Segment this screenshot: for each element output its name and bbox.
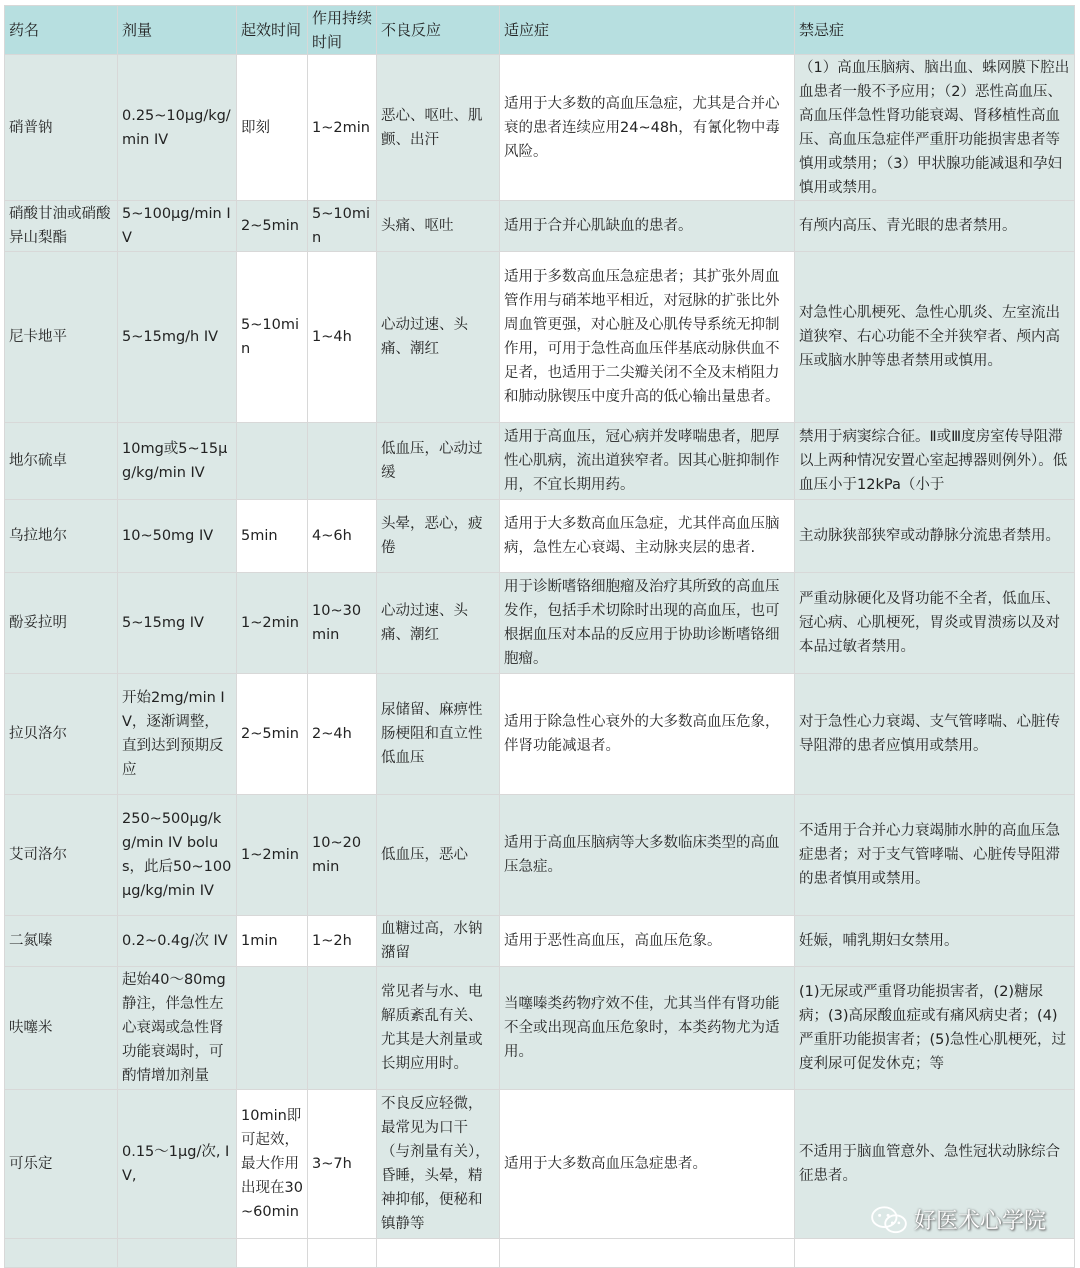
cell-indication: 适用于大多数高血压急症，尤其伴高血压脑病，急性左心衰竭、主动脉夹层的患者. [500, 500, 795, 573]
cell-name: 可乐定 [5, 1090, 118, 1239]
cell-contra: (1)无尿或严重肾功能损害者，(2)糖尿病；(3)高尿酸血症或有痛风病史者；(4)严重肝功能损害者；(5)急性心肌梗死，过度利尿可促发休克；等 [795, 967, 1075, 1090]
cell-dose: 0.2~0.4g/次 IV [118, 916, 237, 967]
drug-table [4, 5, 1075, 1268]
cell-indication: 适用于高血压，冠心病并发哮喘患者，肥厚性心肌病，流出道狭窄者。因其心脏抑制作用，不宜长期用药。 [500, 423, 795, 500]
cell-duration: 10~30min [308, 573, 377, 674]
cell-dose: 起始40～80mg静注，伴急性左心衰竭或急性肾功能衰竭时，可酌情增加剂量 [118, 967, 237, 1090]
table-row [5, 500, 1075, 573]
cell-name: 硝酸甘油或硝酸异山梨酯 [5, 201, 118, 252]
cell-duration: 1~4h [308, 252, 377, 423]
cell-name: 拉贝洛尔 [5, 674, 118, 795]
cell-dose: 0.15～1μg/次, IV, [118, 1090, 237, 1239]
header-onset: 起效时间 [237, 6, 308, 55]
cell-dose: 0.25~10μg/kg/min IV [118, 55, 237, 201]
cell-onset: 2~5min [237, 674, 308, 795]
cell-duration: 1~2h [308, 916, 377, 967]
cell-name: 酚妥拉明 [5, 573, 118, 674]
cell-contra: 有颅内高压、青光眼的患者禁用。 [795, 201, 1075, 252]
cell-adverse: 头晕，恶心，疲倦 [377, 500, 500, 573]
cell-indication: 适用于合并心肌缺血的患者。 [500, 201, 795, 252]
cell-onset [237, 967, 308, 1090]
cell-dose: 开始2mg/min IV，逐渐调整，直到达到预期反应 [118, 674, 237, 795]
cell-name: 尼卡地平 [5, 252, 118, 423]
cell-adverse: 血糖过高，水钠潴留 [377, 916, 500, 967]
cell-contra: 对于急性心力衰竭、支气管哮喘、心脏传导阻滞的患者应慎用或禁用。 [795, 674, 1075, 795]
cell-contra: 严重动脉硬化及肾功能不全者，低血压、冠心病、心肌梗死，胃炎或胃溃疡以及对本品过敏者禁用。 [795, 573, 1075, 674]
table-row [5, 795, 1075, 916]
header-adverse: 不良反应 [377, 6, 500, 55]
cell-indication: 适用于多数高血压急症患者；其扩张外周血管作用与硝苯地平相近，对冠脉的扩张比外周血管更强，对心脏及心肌传导系统无抑制作用，可用于急性高血压伴基底动脉供血不足者，也适用于二尖瓣关闭不全及末梢阻力和肺动脉锲压中度升高的低心输出量患者。 [500, 252, 795, 423]
cell-onset: 2~5min [237, 201, 308, 252]
cell-onset: 1~2min [237, 573, 308, 674]
header-indication: 适应症 [500, 6, 795, 55]
cell-contra: 禁用于病窦综合征。Ⅱ或Ⅲ度房室传导阻滞以上两种情况安置心室起搏器则例外）。低血压小于12kPa（小于 [795, 423, 1075, 500]
cell-duration: 1~2min [308, 55, 377, 201]
cell-dose: 5~15mg/h IV [118, 252, 237, 423]
table-row [5, 916, 1075, 967]
cell-empty [500, 1239, 795, 1268]
cell-dose: 5~15mg IV [118, 573, 237, 674]
header-name: 药名 [5, 6, 118, 55]
cell-duration: 5~10min [308, 201, 377, 252]
cell-adverse: 头痛、呕吐 [377, 201, 500, 252]
cell-empty [308, 1239, 377, 1268]
cell-dose: 5~100μg/min IV [118, 201, 237, 252]
table-row [5, 423, 1075, 500]
table-row [5, 55, 1075, 201]
cell-dose: 10~50mg IV [118, 500, 237, 573]
cell-duration: 10~20min [308, 795, 377, 916]
cell-empty [118, 1239, 237, 1268]
cell-adverse: 心动过速、头痛、潮红 [377, 573, 500, 674]
cell-adverse: 尿储留、麻痹性肠梗阻和直立性低血压 [377, 674, 500, 795]
table-row [5, 201, 1075, 252]
table-row [5, 674, 1075, 795]
cell-name: 乌拉地尔 [5, 500, 118, 573]
cell-indication: 适用于大多数高血压急症患者。 [500, 1090, 795, 1239]
wechat-icon [870, 1205, 908, 1235]
cell-empty [795, 1239, 1075, 1268]
cell-contra: 主动脉狭部狭窄或动静脉分流患者禁用。 [795, 500, 1075, 573]
header-duration: 作用持续时间 [308, 6, 377, 55]
cell-duration [308, 423, 377, 500]
cell-name: 呋噻米 [5, 967, 118, 1090]
cell-onset [237, 423, 308, 500]
watermark [870, 1204, 1046, 1235]
cell-adverse: 低血压，心动过缓 [377, 423, 500, 500]
cell-adverse: 心动过速、头痛、潮红 [377, 252, 500, 423]
cell-contra: 不适用于脑血管意外、急性冠状动脉综合征患者。 [795, 1090, 1075, 1239]
cell-indication: 适用于高血压脑病等大多数临床类型的高血压急症。 [500, 795, 795, 916]
watermark-text: 好医术心学院 [913, 1209, 1046, 1234]
cell-name: 硝普钠 [5, 55, 118, 201]
table-row [5, 967, 1075, 1090]
cell-indication: 适用于大多数的高血压急症，尤其是合并心衰的患者连续应用24~48h，有氰化物中毒风险。 [500, 55, 795, 201]
cell-indication: 适用于恶性高血压，高血压危象。 [500, 916, 795, 967]
cell-onset: 1min [237, 916, 308, 967]
cell-onset: 1~2min [237, 795, 308, 916]
cell-empty [5, 1239, 118, 1268]
cell-empty [377, 1239, 500, 1268]
cell-duration: 4~6h [308, 500, 377, 573]
cell-contra: 对急性心肌梗死、急性心肌炎、左室流出道狭窄、右心功能不全并狭窄者、颅内高压或脑水肿等患者禁用或慎用。 [795, 252, 1075, 423]
cell-adverse: 常见者与水、电解质紊乱有关、尤其是大剂量或长期应用时。 [377, 967, 500, 1090]
cell-onset: 即刻 [237, 55, 308, 201]
header-dose: 剂量 [118, 6, 237, 55]
cell-duration: 3~7h [308, 1090, 377, 1239]
cell-contra: （1）高血压脑病、脑出血、蛛网膜下腔出血患者一般不予应用；（2）恶性高血压、高血压伴急性肾功能衰竭、肾移植性高血压、高血压急症伴严重肝功能损害患者等慎用或禁用；（3）甲状腺功能减退和孕妇慎用或禁用。 [795, 55, 1075, 201]
cell-name: 地尔硫卓 [5, 423, 118, 500]
cell-dose: 10mg或5~15μg/kg/min IV [118, 423, 237, 500]
table-row-empty [5, 1239, 1075, 1268]
cell-duration: 2~4h [308, 674, 377, 795]
cell-indication: 当噻嗪类药物疗效不佳，尤其当伴有肾功能不全或出现高血压危象时，本类药物尤为适用。 [500, 967, 795, 1090]
cell-onset: 5min [237, 500, 308, 573]
table-header-row [5, 6, 1075, 55]
cell-adverse: 恶心、呕吐、肌颤、出汗 [377, 55, 500, 201]
cell-empty [237, 1239, 308, 1268]
cell-adverse: 不良反应轻微，最常见为口干（与剂量有关），昏睡，头晕，精神抑郁，便秘和镇静等 [377, 1090, 500, 1239]
table-row [5, 573, 1075, 674]
cell-indication: 适用于除急性心衰外的大多数高血压危象，伴肾功能减退者。 [500, 674, 795, 795]
cell-contra: 不适用于合并心力衰竭肺水肿的高血压急症患者；对于支气管哮喘、心脏传导阻滞的患者慎用或禁用。 [795, 795, 1075, 916]
cell-dose: 250~500μg/kg/min IV bolus，此后50~100μg/kg/min IV [118, 795, 237, 916]
cell-indication: 用于诊断嗜铬细胞瘤及治疗其所致的高血压发作，包括手术切除时出现的高血压，也可根据血压对本品的反应用于协助诊断嗜铬细胞瘤。 [500, 573, 795, 674]
cell-onset: 5~10min [237, 252, 308, 423]
cell-duration [308, 967, 377, 1090]
header-contra: 禁忌症 [795, 6, 1075, 55]
cell-name: 二氮嗪 [5, 916, 118, 967]
cell-contra: 妊娠，哺乳期妇女禁用。 [795, 916, 1075, 967]
cell-adverse: 低血压，恶心 [377, 795, 500, 916]
cell-onset: 10min即可起效，最大作用出现在30~60min [237, 1090, 308, 1239]
cell-name: 艾司洛尔 [5, 795, 118, 916]
table-row [5, 252, 1075, 423]
